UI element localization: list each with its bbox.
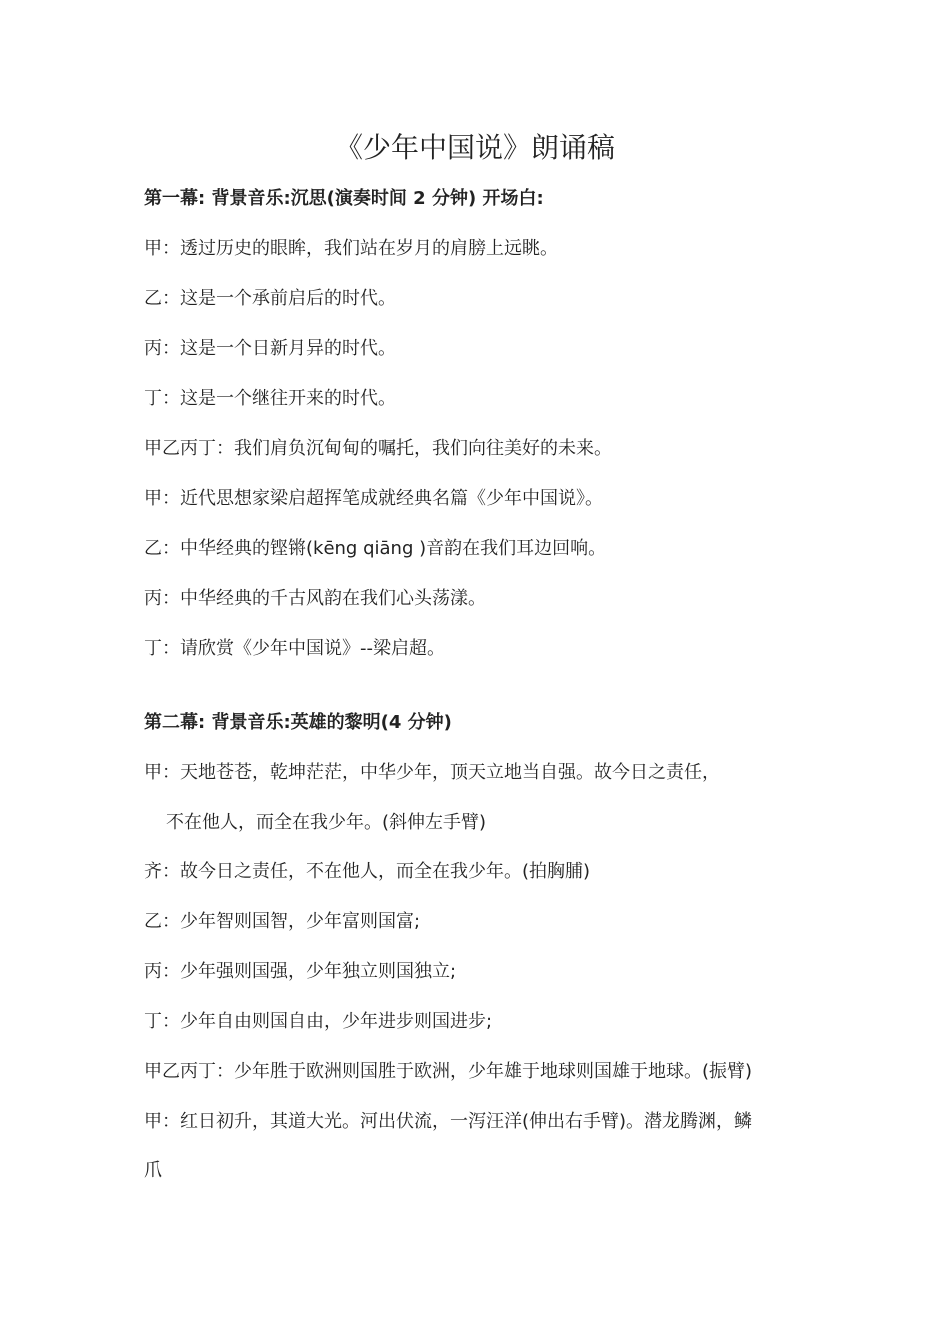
- script-line: 丙：少年强则国强，少年独立则国独立;: [144, 961, 457, 982]
- script-line-continued: 不在他人，而全在我少年。(斜伸左手臂): [166, 812, 487, 833]
- act-two-heading: 第二幕: 背景音乐:英雄的黎明(4 分钟): [144, 712, 452, 733]
- script-line: 甲：透过历史的眼眸，我们站在岁月的肩膀上远眺。: [144, 238, 558, 259]
- script-line: 丙：这是一个日新月异的时代。: [144, 338, 396, 359]
- script-line: 乙：这是一个承前启后的时代。: [144, 288, 396, 309]
- script-line: 丙：中华经典的千古风韵在我们心头荡漾。: [144, 588, 486, 609]
- script-line: 甲：红日初升，其道大光。河出伏流，一泻汪洋(伸出右手臂)。潜龙腾渊，鳞: [144, 1111, 753, 1132]
- script-line: 丁：请欣赏《少年中国说》--梁启超。: [144, 638, 445, 659]
- script-line: 乙：少年智则国智，少年富则国富;: [144, 911, 421, 932]
- script-line-continued: 爪: [144, 1160, 162, 1181]
- script-line: 甲乙丙丁：我们肩负沉甸甸的嘱托，我们向往美好的未来。: [144, 438, 612, 459]
- script-line: 甲乙丙丁：少年胜于欧洲则国胜于欧洲，少年雄于地球则国雄于地球。(振臂): [144, 1061, 753, 1082]
- script-line: 甲：天地苍苍，乾坤茫茫，中华少年，顶天立地当自强。故今日之责任，: [144, 762, 720, 783]
- script-line: 齐：故今日之责任，不在他人，而全在我少年。(拍胸脯): [144, 861, 591, 882]
- act-one-heading: 第一幕: 背景音乐:沉思(演奏时间 2 分钟) 开场白:: [144, 188, 544, 209]
- script-line: 乙：中华经典的铿锵(kēng qiāng )音韵在我们耳边回响。: [144, 538, 607, 559]
- script-line: 丁：少年自由则国自由，少年进步则国进步;: [144, 1011, 493, 1032]
- document-title: 《少年中国说》朗诵稿: [334, 131, 615, 164]
- script-line: 甲：近代思想家梁启超挥笔成就经典名篇《少年中国说》。: [144, 488, 603, 509]
- script-line: 丁：这是一个继往开来的时代。: [144, 388, 396, 409]
